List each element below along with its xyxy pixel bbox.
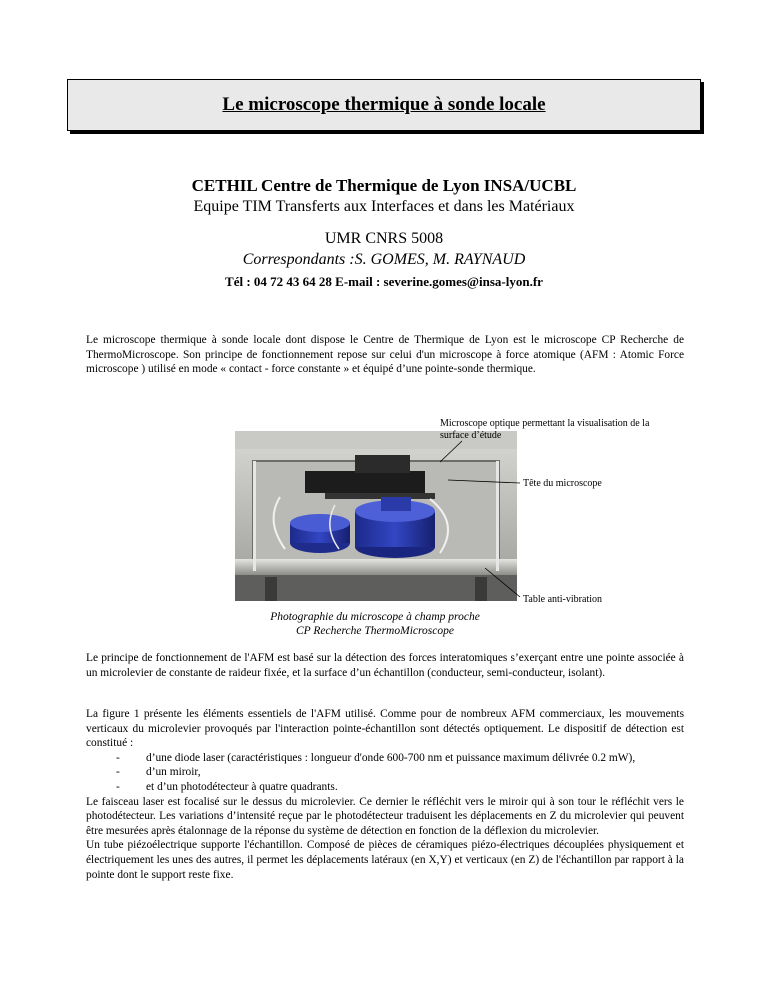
- microscope-photo-drawing: [235, 431, 517, 601]
- details-intro: La figure 1 présente les éléments essentiels de l'AFM utilisé. Comme pour de nombreux AFM commerciaux, les mouvements verticaux du microlevier provoqués par l'interaction pointe-échantillon sont détectés optiquement. Le dispositif de détection est constitué :: [86, 708, 684, 750]
- laser-paragraph: Le faisceau laser est focalisé sur le dessus du microlevier. Ce dernier le réfléchit vers le miroir qui à son tour le réfléchit vers le photodétecteur. Les variations d’intensité reçue par le photodétecteur traduisent les déplacements en Z du microlevier qui peuvent être mesurées après étalonnage de la réponse du système de détection en fonction de la déflexion du microlevier.: [86, 795, 684, 837]
- organization-name: CETHIL Centre de Thermique de Lyon INSA/UCBL: [191, 176, 577, 195]
- list-item-text: d’un miroir,: [146, 766, 201, 779]
- contact-line: Tél : 04 72 43 64 28 E-mail : severine.gomes@insa-lyon.fr: [225, 274, 543, 289]
- details-section: [86, 707, 684, 882]
- callout-optical-microscope: Microscope optique permettant la visualisation de la surface d’étude: [440, 418, 650, 441]
- page-title: Le microscope thermique à sonde locale: [222, 94, 546, 115]
- caption-line-2: CP Recherche ThermoMicroscope: [296, 625, 454, 637]
- principle-paragraph: Le principe de fonctionnement de l'AFM est basé sur la détection des forces interatomiques s’exerçant entre une pointe associée à un microlevier de constante de raideur fixée, et la surface d’un échantillon (conducteur, semi-conducteur, isolant).: [86, 652, 684, 679]
- microscope-photo: [235, 431, 517, 601]
- callout-antivibration-table: Table anti-vibration: [523, 594, 602, 605]
- figure-caption: [210, 610, 540, 638]
- list-item-text: d’une diode laser (caractéristiques : longueur d'onde 600-700 nm et puissance maximum délivrée 0.2 mW),: [146, 751, 636, 764]
- list-item: - d’un miroir,: [116, 766, 201, 779]
- caption-line-1: Photographie du microscope à champ proche: [270, 611, 480, 623]
- intro-paragraph: Le microscope thermique à sonde locale dont dispose le Centre de Thermique de Lyon est le microscope CP Recherche de ThermoMicroscope. Son principe de fonctionnement repose sur celui d'un microscope à force atomique (AFM : Atomic Force microscope ) utilisé en mode « contact - force constante » et équipé d’une pointe-sonde thermique.: [86, 334, 684, 376]
- list-item: - d’une diode laser (caractéristiques : longueur d'onde 600-700 nm et puissance maximum délivrée 0.2 mW),: [116, 751, 636, 764]
- tube-paragraph: Un tube piézoélectrique supporte l'échantillon. Composé de pièces de céramiques piézo-électriques découplées physiquement et électriquement les unes des autres, il permet les déplacements latéraux (en X,Y) et verticaux (en Z) de l'échantillon par rapport à la pointe dont le support reste fixe.: [86, 839, 684, 881]
- callout-microscope-head: Tête du microscope: [523, 478, 602, 489]
- title-box: [67, 79, 701, 131]
- list-item: - et d’un photodétecteur à quatre quadrants.: [116, 780, 338, 793]
- detector-list: [86, 751, 684, 795]
- list-item-text: et d’un photodétecteur à quatre quadrants.: [146, 780, 338, 793]
- umr-label: UMR CNRS 5008: [324, 230, 444, 247]
- team-name: Equipe TIM Transferts aux Interfaces et dans les Matériaux: [193, 198, 575, 215]
- correspondants: Correspondants :S. GOMES, M. RAYNAUD: [242, 251, 526, 268]
